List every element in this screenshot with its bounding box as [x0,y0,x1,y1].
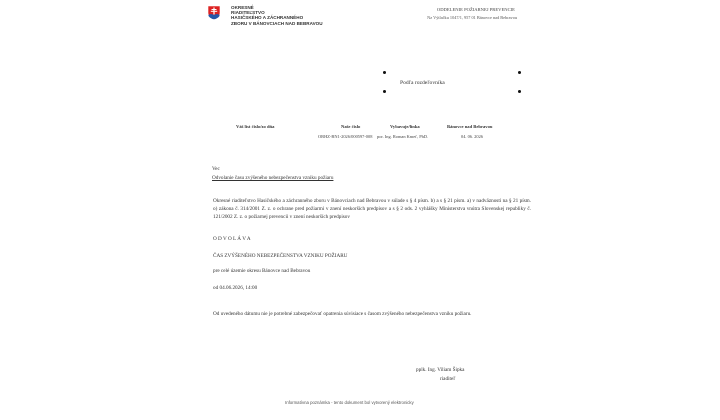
org-line: OKRESNÉ [231,5,254,10]
signatory-role: riaditeľ [440,376,456,382]
department-name: ODDELENIE POŽIARNEJ PREVENCIE [436,7,515,12]
meta-label-our-number: Naše číslo [341,124,361,129]
legal-basis-paragraph: Okresné riaditeľstvo Hasičského a záchranného zboru v Bánovciach nad Bebravou v súlade s § 4 písm. b) a s § 21 písm. a) v nadväznosti na § 21 písm. o) zákona č. 314/2001 Z. z. o ochrane pred požiarmi v znení neskorších predpisov a s § 2 ods. 2 vyhlášky Ministerstva vnútra Slovenskej republiky č. 121/2002 Z. z. o požiarnej prevencii v znení neskorších predpisov [213,198,531,220]
meta-label-handled-by: Vybavuje/linka [390,124,420,129]
department-address: Nz Výtlačku 1047/1, 957 01 Bánovce nad Bebravou [427,15,517,20]
org-line: RIADITEĽSTVO [231,10,265,16]
org-line: HASIČSKÉHO A ZÁCHRANNÉHO [231,15,304,21]
address-window-marker [518,90,521,93]
address-window-marker [383,90,386,93]
meta-value-date: 04. 06. 2026 [461,134,483,139]
address-window-marker [383,71,386,74]
meta-value-our-number: ORHZ-BN1-2026/000597-008 [318,134,373,139]
meta-value-handled-by: por. Ing. Roman Kmeť, PhD. [377,134,429,139]
meta-label-your-letter: Váš list číslo/zo dňa [236,124,275,129]
addressee: Podľa rozdeľovníka [400,80,445,86]
decision-heading: O D V O L Á V A [213,236,251,242]
address-window-marker [518,71,521,74]
scope-text: pre celé územie okresu Bánovce nad Bebravou [213,268,311,274]
meta-label-place: Bánovce nad Bebravou [447,124,493,129]
valid-from-text: od 04.06.2026, 14:00 [213,285,258,291]
subject-label: Vec [212,166,220,172]
org-line: ZBORU V BÁNOVCIACH NAD BEBRAVOU [231,20,323,26]
closing-paragraph: Od uvedeného dátumu nie je potrebné zabezpečovať opatrenia súvisiace s časom zvýšeného nebezpečenstva vzniku požiaru. [213,311,472,317]
organization-name [231,5,323,26]
subject-title: Odvolanie času zvýšeného nebezpečenstva vzniku požiaru [212,175,334,181]
coat-of-arms-logo [207,5,221,20]
signatory-name: pplk. Ing. Viliam Šipka [416,367,465,373]
footer-note: Informatívna poznámka - tento dokument bol vytvorený elektronicky [285,400,414,405]
decision-object: ČAS ZVÝŠENÉHO NEBEZPEČENSTVA VZNIKU POŽIARU [213,253,348,259]
